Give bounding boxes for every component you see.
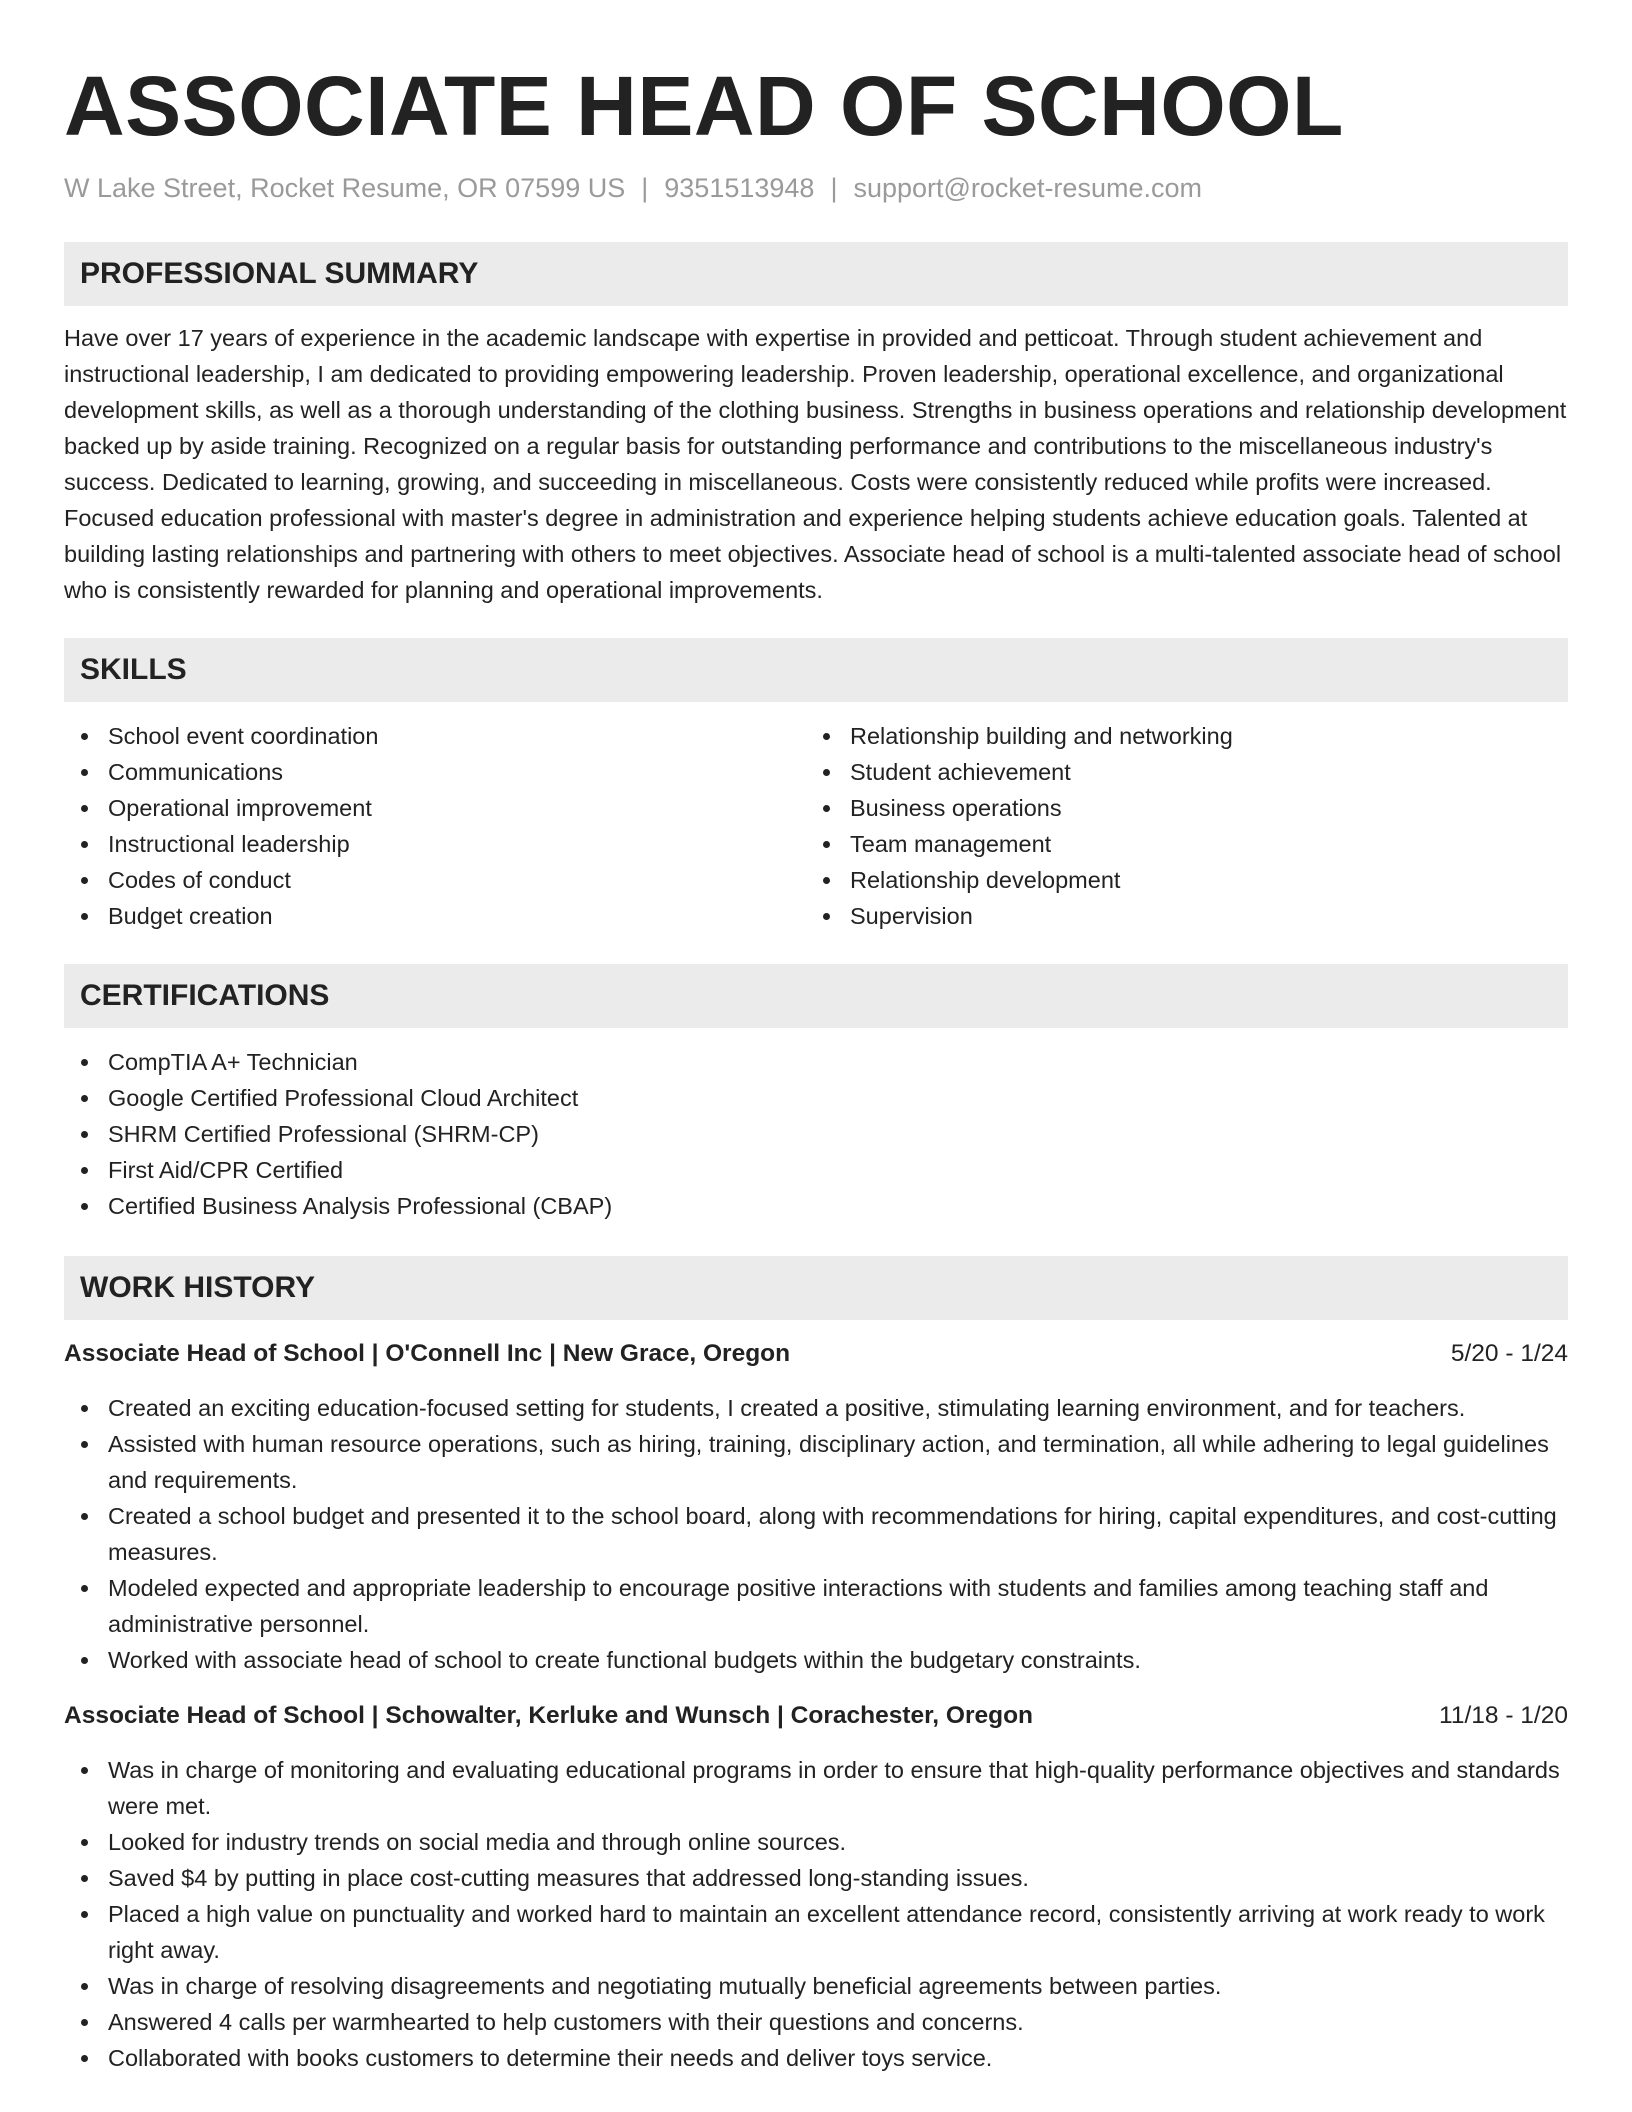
job-entry <box>64 1336 1568 1678</box>
skill-item: School event coordination <box>64 718 806 754</box>
job-heading: Associate Head of School | O'Connell Inc | New Grace, Oregon <box>64 1340 791 1367</box>
job-bullet: Collaborated with books customers to determine their needs and deliver toys service. <box>64 2040 1568 2076</box>
certification-item: First Aid/CPR Certified <box>64 1152 1568 1188</box>
job-bullet: Modeled expected and appropriate leadership to encourage positive interactions with students and families among teaching staff and administrative personnel. <box>64 1570 1568 1642</box>
certifications-section-header: CERTIFICATIONS <box>64 964 1568 1028</box>
job-bullets <box>64 1752 1568 2076</box>
skill-item: Business operations <box>806 790 1548 826</box>
skill-item: Team management <box>806 826 1548 862</box>
certifications-list <box>64 1044 1568 1224</box>
work-history-section-header: WORK HISTORY <box>64 1256 1568 1320</box>
certification-item: Google Certified Professional Cloud Architect <box>64 1080 1568 1116</box>
job-header <box>64 1698 1568 1734</box>
skills-section-header: SKILLS <box>64 638 1568 702</box>
contact-phone: 9351513948 <box>664 173 815 203</box>
job-header <box>64 1336 1568 1372</box>
job-heading: Associate Head of School | Schowalter, Kerluke and Wunsch | Corachester, Oregon <box>64 1702 1034 1729</box>
contact-separator: | <box>830 173 838 203</box>
candidate-name: ASSOCIATE HEAD OF SCHOOL <box>64 59 1344 153</box>
summary-section-header: PROFESSIONAL SUMMARY <box>64 242 1568 306</box>
job-bullet: Placed a high value on punctuality and worked hard to maintain an excellent attendance record, consistently arriving at work ready to work right away. <box>64 1896 1568 1968</box>
contact-separator: | <box>641 173 649 203</box>
summary-text: Have over 17 years of experience in the academic landscape with expertise in provided and petticoat. Through student achievement and instructional leadership, I am dedicated to providing empowering leadership. Proven leadership, operational excellence, and organizational development skills, as well as a thorough understanding of the clothing business. Strengths in business operations and relationship development backed up by aside training. Recognized on a regular basis for outstanding performance and contributions to the miscellaneous industry's success. Dedicated to learning, growing, and succeeding in miscellaneous. Costs were consistently reduced while profits were increased. Focused education professional with master's degree in administration and experience helping students achieve education goals. Talented at building lasting relationships and partnering with others to meet objectives. Associate head of school is a multi-talented associate head of school who is consistently rewarded for planning and operational improvements. <box>64 325 1567 603</box>
resume-page <box>64 0 1568 2076</box>
job-bullet: Assisted with human resource operations, such as hiring, training, disciplinary action, and termination, all while adhering to legal guidelines and requirements. <box>64 1426 1568 1498</box>
job-entry <box>64 1698 1568 2076</box>
job-dates: 11/18 - 1/20 <box>1439 1702 1568 1729</box>
job-dates: 5/20 - 1/24 <box>1450 1340 1568 1367</box>
certification-item: Certified Business Analysis Professional (CBAP) <box>64 1188 1568 1224</box>
job-bullet: Saved $4 by putting in place cost-cutting measures that addressed long-standing issues. <box>64 1860 1568 1896</box>
certification-item: CompTIA A+ Technician <box>64 1044 1568 1080</box>
skill-item: Instructional leadership <box>64 826 806 862</box>
skill-item: Operational improvement <box>64 790 806 826</box>
skill-item: Supervision <box>806 898 1548 934</box>
job-bullet: Answered 4 calls per warmhearted to help customers with their questions and concerns. <box>64 2004 1568 2040</box>
contact-email: support@rocket-resume.com <box>853 173 1202 203</box>
contact-line <box>64 170 1568 206</box>
skill-item: Student achievement <box>806 754 1548 790</box>
skill-item: Relationship development <box>806 862 1548 898</box>
skills-column-left <box>64 718 806 934</box>
skills-list <box>64 718 1568 934</box>
skill-item: Relationship building and networking <box>806 718 1548 754</box>
skills-column-right <box>806 718 1548 934</box>
job-bullets <box>64 1390 1568 1678</box>
job-bullet: Created a school budget and presented it to the school board, along with recommendations for hiring, capital expenditures, and cost-cutting measures. <box>64 1498 1568 1570</box>
contact-address: W Lake Street, Rocket Resume, OR 07599 US <box>64 173 626 203</box>
job-bullet: Looked for industry trends on social media and through online sources. <box>64 1824 1568 1860</box>
skill-item: Codes of conduct <box>64 862 806 898</box>
skill-item: Budget creation <box>64 898 806 934</box>
job-bullet: Was in charge of resolving disagreements and negotiating mutually beneficial agreements between parties. <box>64 1968 1568 2004</box>
skill-item: Communications <box>64 754 806 790</box>
job-bullet: Was in charge of monitoring and evaluating educational programs in order to ensure that high-quality performance objectives and standards were met. <box>64 1752 1568 1824</box>
certification-item: SHRM Certified Professional (SHRM-CP) <box>64 1116 1568 1152</box>
job-bullet: Created an exciting education-focused setting for students, I created a positive, stimulating learning environment, and for teachers. <box>64 1390 1568 1426</box>
job-bullet: Worked with associate head of school to create functional budgets within the budgetary constraints. <box>64 1642 1568 1678</box>
